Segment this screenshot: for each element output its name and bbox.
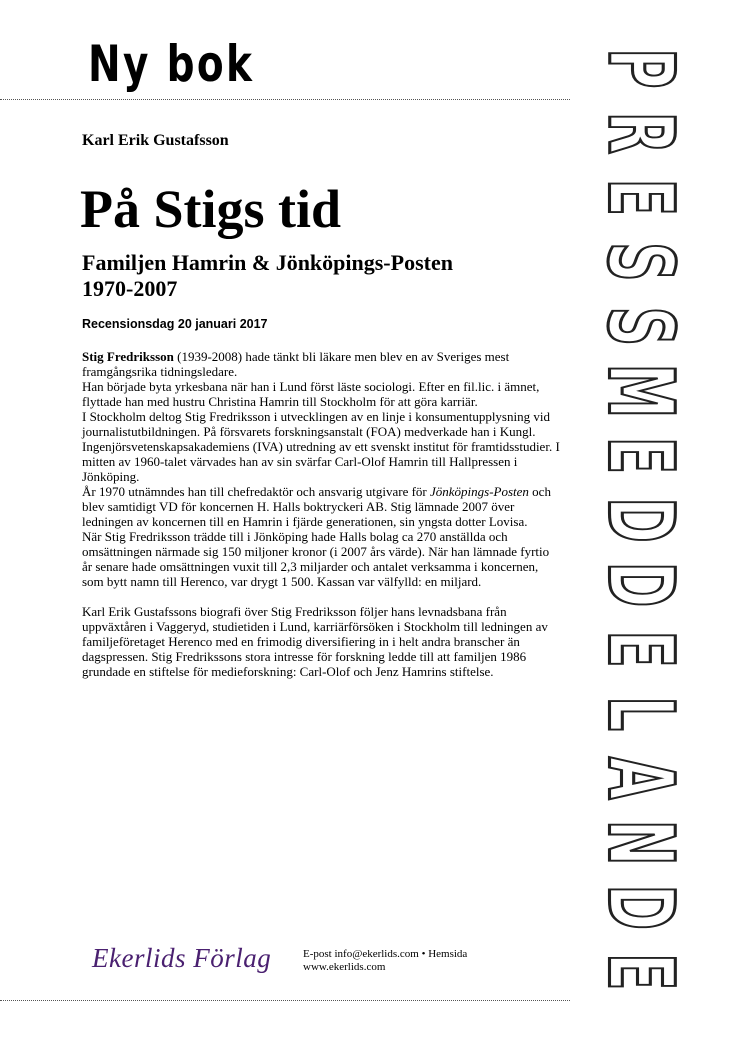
masthead-title: Ny bok: [88, 35, 255, 93]
subject-name: Stig Fredriksson: [82, 349, 174, 364]
banner-letter: D: [587, 884, 693, 931]
banner-letter: L: [587, 696, 693, 732]
publisher-logo: Ekerlids Förlag: [92, 943, 272, 973]
book-subtitle: [82, 250, 552, 302]
banner-letter: M: [587, 363, 693, 419]
subtitle-line-1: Familjen Hamrin & Jönköpings-Posten: [82, 250, 453, 275]
press-release-body: [82, 349, 562, 679]
banner-letter: E: [587, 952, 693, 991]
bullet-separator: •: [421, 948, 426, 960]
paragraph-4-start: År 1970 utnämndes han till chefredaktör och ansvarig utgivare för: [82, 484, 430, 499]
review-date: Recensionsdag 20 januari 2017: [82, 317, 268, 331]
banner-letters: [588, 48, 693, 990]
paragraph-5: När Stig Fredriksson trädde till i Jönköping hade Halls bolag ca 270 anställda och omsättningen närmade sig 150 miljoner kronor (i 2007 års värde). När han lämnade fyrtio år senare hade omsättningen vuxit till 2,3 miljarder och antalet verksamma i koncernen, som bytt namn till Herenco, var drygt 1 500. Kassan var välfylld: en miljard.: [82, 529, 550, 589]
banner-letter: E: [587, 436, 693, 475]
banner-letter: E: [587, 630, 693, 668]
banner-letter: A: [587, 756, 693, 800]
paragraph-6: Karl Erik Gustafssons biografi över Stig Fredriksson följer hans levnadsbana från uppväxtåren i Vaggeryd, studietiden i Lund, karriärförsöken i Stockholm till ledningen av familjeföretaget Herenco med en frimodig diversifiering in i helt andra branscher än dagspressen. Stig Fredrikssons stora intresse för forskning ledde till att familjen 1986 grundade en stiftelse för medieforskning: Carl-Olof och Jenz Hamrins stiftelse.: [82, 604, 548, 679]
banner-letter: R: [587, 111, 693, 155]
vertical-banner: [585, 36, 695, 1004]
banner-letter: N: [587, 819, 693, 866]
website-label: Hemsida: [428, 948, 468, 960]
top-dotted-rule: [0, 99, 570, 100]
book-author: Karl Erik Gustafsson: [82, 132, 229, 149]
contact-info: [303, 948, 543, 974]
banner-letter: S: [587, 306, 693, 347]
banner-letter: D: [587, 561, 693, 608]
banner-letter: S: [587, 242, 693, 282]
banner-letter: D: [587, 497, 693, 543]
paragraph-1: [82, 349, 562, 379]
banner-letter: E: [587, 178, 693, 217]
website-link[interactable]: www.ekerlids.com: [303, 961, 386, 973]
paragraph-2: Han började byta yrkesbana när han i Lund först läste sociologi. Efter en fil.lic. i ämnet, flyttade han med hustru Christina Hamrin till Stockholm för att göra karriär.: [82, 379, 540, 409]
bottom-dotted-rule: [0, 1000, 570, 1001]
book-title: På Stigs tid: [80, 179, 342, 239]
email-line[interactable]: E-post info@ekerlids.com: [303, 948, 419, 960]
subtitle-line-2: 1970-2007: [82, 276, 178, 301]
paragraph-1-text: (1939-2008) hade tänkt bli läkare men blev en av Sveriges mest framgångsrika tidningsledare.: [82, 349, 510, 379]
paragraph-4-end: och blev samtidigt VD för koncernen H. Halls boktryckeri AB. Stig lämnade 2007 över ledningen av koncernen till en Hamrin i fjärde generationen, sin yngsta dotter Lovisa.: [82, 484, 551, 529]
paragraph-4: [82, 484, 562, 529]
paragraph-3: I Stockholm deltog Stig Fredriksson i utvecklingen av en linje i konsumentupplysning vid journalistutbildningen. På försvarets forskningsanstalt (FOA) medverkade han i Kungl. Ingenjörsvetenskapsakademiens (IVA) utredning av ett svenskt institut för framtidsstudier. I mitten av 1960-talet värvades han av sin svärfar Carl-Olof Hamrin till Hallpressen i Jönköping.: [82, 409, 560, 484]
newspaper-name: Jönköpings-Posten: [430, 484, 529, 499]
banner-letter: P: [587, 48, 693, 89]
